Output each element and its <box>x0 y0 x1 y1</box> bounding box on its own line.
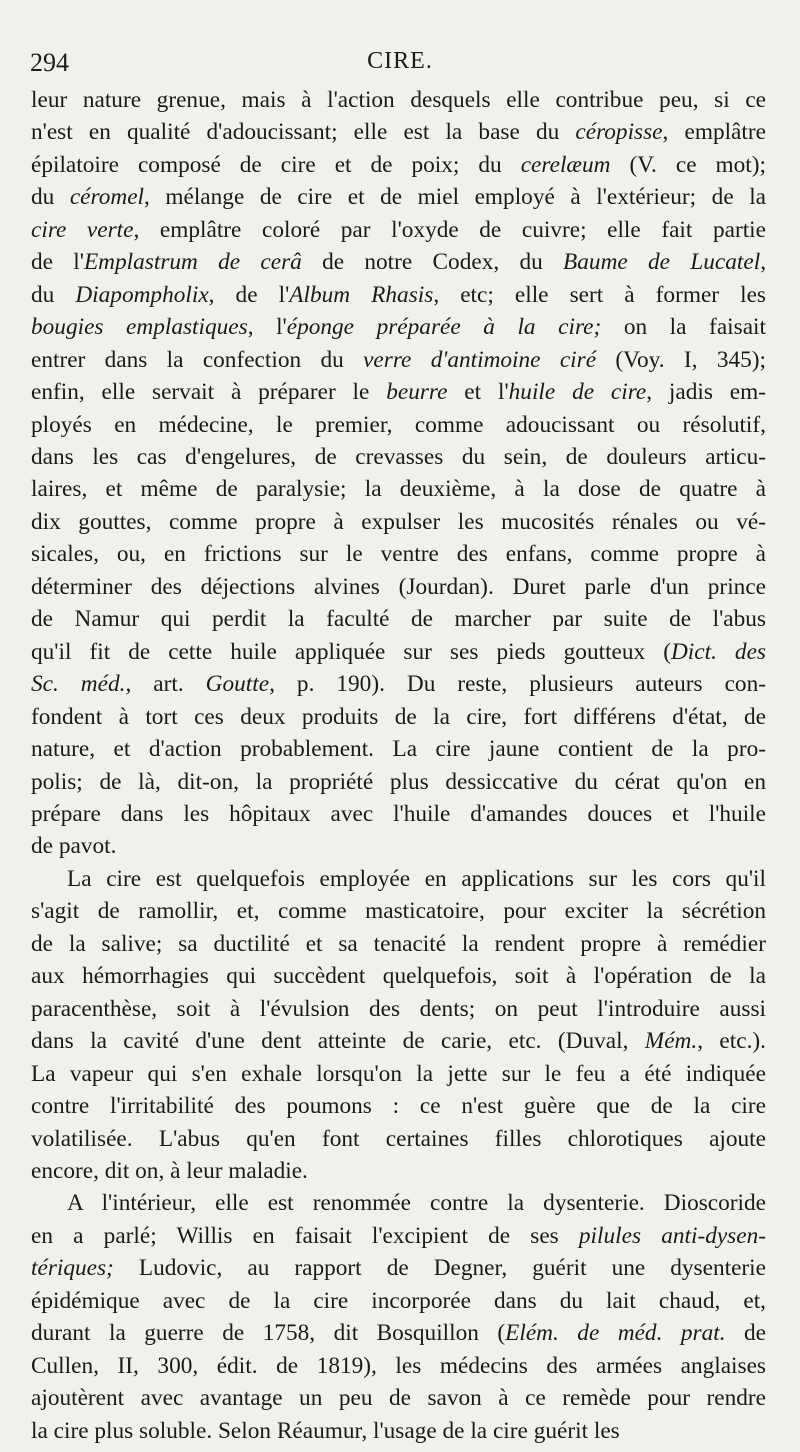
text-line <box>31 1350 766 1382</box>
text-line <box>31 701 766 733</box>
text-run: laires, et même de paralysie; la deuxième, à la dose de quatre à <box>31 476 766 503</box>
italic-text: pilules anti-dysen- <box>578 1222 766 1249</box>
text-run: paracenthèse, soit à l'évulsion des dents; on peut l'introduire aussi <box>31 995 766 1022</box>
italic-text: Mém. <box>644 1028 698 1055</box>
text-run: on la faisait <box>601 314 766 341</box>
italic-text: Goutte <box>205 671 270 698</box>
text-run: Cullen, II, 300, édit. de 1819), les médecins des armées anglaises <box>31 1352 766 1379</box>
text-line <box>31 960 766 992</box>
text-line <box>31 1415 766 1447</box>
text-run: de Namur qui perdit la faculté de marcher par suite de l'abus <box>31 606 766 633</box>
text-run: (V. ce mot); <box>610 151 767 178</box>
italic-text: tériques; <box>31 1255 114 1282</box>
italic-text: Album Rhasis <box>289 281 434 308</box>
text-run: contre l'irritabilité des poumons : ce n'est guère que de la cire <box>31 1093 766 1120</box>
text-run: , jadis em- <box>646 379 766 406</box>
text-run: s'agit de ramollir, et, comme masticatoire, pour exciter la sécrétion <box>31 898 766 925</box>
text-line <box>31 668 766 700</box>
text-run: n'est en qualité d'adoucissant; elle est la base du <box>31 119 576 146</box>
text-line <box>31 830 766 862</box>
text-line <box>31 1058 766 1090</box>
text-run: sicales, ou, en frictions sur le ventre des enfans, comme propre à <box>31 541 766 568</box>
text-line <box>31 409 766 441</box>
text-run: ajoutèrent avec avantage un peu de savon à ce remède pour rendre <box>31 1385 766 1412</box>
text-run: (Voy. I, 345); <box>596 346 767 373</box>
text-run: de l' <box>31 249 84 276</box>
text-line <box>31 733 766 765</box>
text-line <box>31 895 766 927</box>
text-run: durant la guerre de 1758, dit Bosquillon ( <box>31 1320 506 1347</box>
text-run: la cire plus soluble. Selon Réaumur, l'usage de la cire guérit les <box>31 1417 620 1444</box>
text-run: entrer dans la confection du <box>31 346 364 373</box>
text-run: leur nature grenue, mais à l'action desquels elle contribue peu, si ce <box>31 87 766 113</box>
text-line <box>31 116 766 148</box>
text-run: de <box>725 1320 766 1347</box>
italic-text: Sc. méd. <box>31 671 126 698</box>
page-number: 294 <box>30 48 69 77</box>
page-header <box>30 48 770 82</box>
text-run: épidémique avec de la cire incorporée dans du lait chaud, et, <box>31 1287 766 1314</box>
italic-text: céropisse <box>575 119 663 146</box>
text-run: volatilisée. L'abus qu'en font certaines filles chlorotiques ajoute <box>31 1125 766 1152</box>
italic-text: beurre <box>386 379 448 406</box>
text-line <box>31 1220 766 1252</box>
text-run: dans les cas d'engelures, de crevasses du sein, de douleurs articu- <box>31 443 766 470</box>
text-run: A l'intérieur, elle est renommée contre la dysenterie. Dioscoride <box>67 1190 766 1217</box>
text-run: qu'il fit de cette huile appliquée sur ses pieds goutteux ( <box>31 638 671 665</box>
italic-text: Diapompholix <box>75 281 209 308</box>
text-line <box>31 84 766 116</box>
text-line <box>31 928 766 960</box>
text-line <box>31 376 766 408</box>
text-run: ployés en médecine, le premier, comme adoucissant ou résolutif, <box>31 411 766 438</box>
italic-text: verre d'antimoine ciré <box>363 346 597 373</box>
text-line <box>31 863 766 895</box>
text-line <box>31 246 766 278</box>
italic-text: Baume de Lucatel <box>563 249 761 276</box>
text-run: encore, dit on, à leur maladie. <box>31 1157 308 1184</box>
text-line <box>31 798 766 830</box>
italic-text: bougies emplastiques <box>31 314 248 341</box>
italic-text: éponge préparée à la cire; <box>286 314 602 341</box>
text-run: Ludovic, au rapport de Degner, guérit une dysenterie <box>113 1255 766 1282</box>
text-line <box>31 1285 766 1317</box>
text-run: du <box>31 281 76 308</box>
text-line <box>31 603 766 635</box>
text-run: nature, et d'action probablement. La cire jaune contient de la pro- <box>31 736 766 763</box>
text-run: , etc.). <box>697 1028 766 1055</box>
text-run: , art. <box>125 671 206 698</box>
text-line <box>31 1090 766 1122</box>
text-line <box>31 1025 766 1057</box>
text-run: enfin, elle servait à préparer le <box>31 379 387 406</box>
text-run: , p. 190). Du reste, plusieurs auteurs con- <box>269 671 766 698</box>
text-line <box>31 993 766 1025</box>
text-run: La vapeur qui s'en exhale lorsqu'on la jette sur le feu a été indiquée <box>31 1060 766 1087</box>
text-line <box>31 1123 766 1155</box>
text-line <box>31 344 766 376</box>
text-run: , etc; elle sert à former les <box>433 281 766 308</box>
italic-text: cire verte <box>31 216 134 243</box>
text-line <box>31 441 766 473</box>
text-run: dans la cavité d'une dent atteinte de carie, etc. (Duval, <box>31 1028 645 1055</box>
italic-text: céromel <box>69 184 145 211</box>
text-run: , emplâtre coloré par l'oxyde de cuivre; elle fait partie <box>133 216 766 243</box>
text-run: en a parlé; Willis en faisait l'excipient de ses <box>31 1222 579 1249</box>
text-line <box>31 1317 766 1349</box>
text-run: aux hémorrhagies qui succèdent quelquefois, soit à l'opération de la <box>31 963 766 990</box>
text-line <box>31 473 766 505</box>
italic-text: Emplastrum de cerâ <box>83 249 302 276</box>
text-line <box>31 506 766 538</box>
text-run: épilatoire composé de cire et de poix; du <box>31 151 521 178</box>
text-run: de pavot. <box>31 833 117 860</box>
italic-text: huile de cire <box>508 379 647 406</box>
italic-text: Elém. de méd. prat. <box>505 1320 726 1347</box>
text-line <box>31 571 766 603</box>
text-run: , emplâtre <box>662 119 766 146</box>
text-run: prépare dans les hôpitaux avec l'huile d'amandes douces et l'huile <box>31 800 766 827</box>
running-title: CIRE. <box>367 48 433 74</box>
text-line <box>31 181 766 213</box>
italic-text: cerelæum <box>520 151 611 178</box>
text-run: de notre Codex, du <box>301 249 564 276</box>
text-run: La cire est quelquefois employée en applications sur les cors qu'il <box>67 865 766 892</box>
text-run: polis; de là, dit-on, la propriété plus dessiccative du cérat qu'on en <box>31 768 766 795</box>
text-line <box>31 279 766 311</box>
text-run: et l' <box>447 379 509 406</box>
text-line <box>31 149 766 181</box>
text-run: du <box>31 184 70 211</box>
text-run: , mélange de cire et de miel employé à l'extérieur; de la <box>144 184 767 211</box>
text-line <box>31 1155 766 1187</box>
text-run: dix gouttes, comme propre à expulser les mucosités rénales ou vé- <box>31 508 766 535</box>
italic-text: Dict. des <box>670 638 766 665</box>
body-text <box>31 84 766 1447</box>
text-line <box>31 1252 766 1284</box>
text-line <box>31 311 766 343</box>
text-line <box>31 766 766 798</box>
text-line <box>31 1382 766 1414</box>
text-line <box>31 214 766 246</box>
text-line <box>31 538 766 570</box>
text-run: fondent à tort ces deux produits de la cire, fort différens d'état, de <box>31 703 766 730</box>
text-run: de la salive; sa ductilité et sa tenacité la rendent propre à remédier <box>31 930 766 957</box>
text-run: , de l' <box>208 281 290 308</box>
text-line <box>31 636 766 668</box>
text-run: , <box>760 249 767 276</box>
text-run: , l' <box>247 314 287 341</box>
text-run: déterminer des déjections alvines (Jourdan). Duret parle d'un prince <box>31 573 766 600</box>
text-line <box>31 1187 766 1219</box>
